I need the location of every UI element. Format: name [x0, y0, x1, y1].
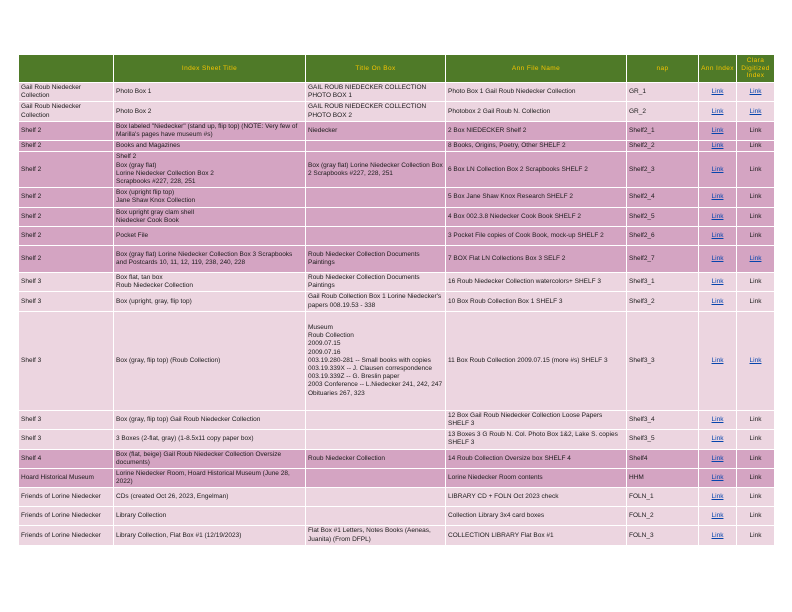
- clara-index-link: Link: [749, 435, 762, 443]
- ann-file-name-cell: 5 Box Jane Shaw Knox Research SHELF 2: [446, 188, 627, 207]
- table-row: [19, 273, 775, 292]
- table-row: [19, 102, 775, 121]
- ann-index-link[interactable]: Link: [711, 142, 724, 150]
- source-cell: Shelf 3: [19, 311, 114, 410]
- ann-file-name-cell: Lorine Niedecker Room contents: [446, 469, 627, 488]
- ann-index-link[interactable]: Link: [711, 474, 724, 482]
- ann-index-cell: [699, 102, 737, 121]
- clara-index-link[interactable]: Link: [749, 356, 762, 364]
- ann-file-name-cell: 8 Books, Origins, Poetry, Other SHELF 2: [446, 141, 627, 152]
- clara-index-cell: [737, 311, 775, 410]
- ann-index-cell: [699, 188, 737, 207]
- ann-index-link[interactable]: Link: [711, 231, 724, 239]
- clara-index-cell: [737, 246, 775, 273]
- clara-index-link[interactable]: Link: [749, 254, 762, 262]
- ann-file-name-cell: 12 Box Gail Roub Niedecker Collection Loose Papers SHELF 3: [446, 410, 627, 429]
- title-on-box-cell: GAIL ROUB NIEDECKER COLLECTION PHOTO BOX 2: [306, 102, 446, 121]
- nap-cell: Shelf3_3: [627, 311, 699, 410]
- nap-cell: Shelf2_5: [627, 207, 699, 226]
- ann-index-cell: [699, 430, 737, 449]
- clara-index-cell: [737, 410, 775, 429]
- clara-index-cell: [737, 83, 775, 102]
- ann-index-cell: [699, 410, 737, 429]
- index-sheet-title-cell: Box flat, tan box Roub Niedecker Collection: [114, 273, 306, 292]
- clara-index-link: Link: [749, 474, 762, 482]
- ann-index-link[interactable]: Link: [711, 297, 724, 305]
- title-on-box-cell: Roub Niedecker Collection Documents Paintings: [306, 273, 446, 292]
- nap-cell: Shelf3_4: [627, 410, 699, 429]
- source-cell: Shelf 2: [19, 207, 114, 226]
- nap-cell: Shelf3_2: [627, 292, 699, 311]
- ann-file-name-cell: 6 Box LN Collection Box 2 Scrapbooks SHELF 2: [446, 152, 627, 188]
- nap-cell: Shelf2_6: [627, 227, 699, 246]
- source-cell: Shelf 2: [19, 121, 114, 140]
- nap-cell: Shelf2_2: [627, 141, 699, 152]
- table-row: [19, 121, 775, 140]
- ann-file-name-cell: 7 BOX Flat LN Collections Box 3 SELF 2: [446, 246, 627, 273]
- ann-index-link[interactable]: Link: [711, 512, 724, 520]
- ann-file-name-cell: 4 Box 002.3.8 Niedecker Cook Book SHELF 2: [446, 207, 627, 226]
- title-on-box-cell: Roub Niedecker Collection Documents Paintings: [306, 246, 446, 273]
- table-row: [19, 488, 775, 507]
- ann-file-name-cell: COLLECTION LIBRARY Flat Box #1: [446, 526, 627, 545]
- index-sheet-title-cell: Books and Magazines: [114, 141, 306, 152]
- clara-index-cell: [737, 152, 775, 188]
- index-sheet-title-cell: Box (gray, flip top) Gail Roub Niedecker Collection: [114, 410, 306, 429]
- ann-index-link[interactable]: Link: [711, 435, 724, 443]
- source-cell: Shelf 3: [19, 292, 114, 311]
- index-sheet-title-cell: Box (upright flip top) Jane Shaw Knox Collection: [114, 188, 306, 207]
- table-row: [19, 449, 775, 468]
- source-cell: Gail Roub Niedecker Collection: [19, 83, 114, 102]
- clara-index-cell: [737, 227, 775, 246]
- nap-cell: FOLN_3: [627, 526, 699, 545]
- title-on-box-cell: [306, 410, 446, 429]
- ann-index-cell: [699, 152, 737, 188]
- table-row: [19, 469, 775, 488]
- ann-index-link[interactable]: Link: [711, 356, 724, 364]
- index-sheet-title-cell: Box (upright, gray, flip top): [114, 292, 306, 311]
- title-on-box-cell: Museum Roub Collection 2009.07.15 2009.07.16 003.19.280-281 -- Small books with copies 003.19.339X -- J. Clausen correspondence 003.19.339Z -- G. Breslin paper 2003 Conference -- L.Niedecker 241, 242, 247 Obituaries 267, 323: [306, 311, 446, 410]
- index-sheet-title-cell: Box (gray, flip top) (Roub Collection): [114, 311, 306, 410]
- header-row: [19, 55, 775, 83]
- index-table: [18, 54, 775, 546]
- title-on-box-cell: [306, 469, 446, 488]
- clara-index-link[interactable]: Link: [749, 88, 762, 96]
- table-row: [19, 207, 775, 226]
- clara-index-link: Link: [749, 193, 762, 201]
- clara-index-link: Link: [749, 278, 762, 286]
- clara-index-link: Link: [749, 493, 762, 501]
- ann-index-cell: [699, 311, 737, 410]
- index-sheet-title-cell: Pocket File: [114, 227, 306, 246]
- ann-index-cell: [699, 227, 737, 246]
- ann-index-cell: [699, 507, 737, 526]
- table-row: [19, 526, 775, 545]
- title-on-box-cell: [306, 227, 446, 246]
- clara-index-link: Link: [749, 512, 762, 520]
- ann-index-link[interactable]: Link: [711, 88, 724, 96]
- clara-index-cell: [737, 141, 775, 152]
- title-on-box-cell: Box (gray flat) Lorine Niedecker Collection Box 2 Scrapbooks #227, 228, 251: [306, 152, 446, 188]
- table-row: [19, 410, 775, 429]
- clara-index-cell: [737, 507, 775, 526]
- index-sheet-title-cell: Box (flat, beige) Gail Roub Niedecker Collection Oversize documents): [114, 449, 306, 468]
- source-cell: Shelf 2: [19, 152, 114, 188]
- source-cell: Gail Roub Niedecker Collection: [19, 102, 114, 121]
- nap-cell: GR_1: [627, 83, 699, 102]
- table-row: [19, 430, 775, 449]
- source-cell: Shelf 3: [19, 410, 114, 429]
- table-row: [19, 507, 775, 526]
- title-on-box-cell: [306, 430, 446, 449]
- clara-index-cell: [737, 121, 775, 140]
- ann-index-cell: [699, 141, 737, 152]
- ann-index-link[interactable]: Link: [711, 165, 724, 173]
- source-cell: Shelf 2: [19, 188, 114, 207]
- nap-cell: GR_2: [627, 102, 699, 121]
- nap-cell: FOLN_1: [627, 488, 699, 507]
- index-sheet-title-cell: Library Collection, Flat Box #1 (12/19/2023): [114, 526, 306, 545]
- ann-index-link[interactable]: Link: [711, 212, 724, 220]
- clara-index-cell: [737, 292, 775, 311]
- ann-index-cell: [699, 488, 737, 507]
- header-ann-file-name: Ann File Name: [446, 55, 627, 83]
- table-row: [19, 311, 775, 410]
- ann-index-link[interactable]: Link: [711, 107, 724, 115]
- clara-index-link: Link: [749, 231, 762, 239]
- source-cell: Shelf 2: [19, 227, 114, 246]
- table-row: [19, 227, 775, 246]
- source-cell: Shelf 2: [19, 246, 114, 273]
- index-sheet-title-cell: Lorine Niedecker Room, Hoard Historical Museum (June 28, 2022): [114, 469, 306, 488]
- header-clara-digitized-index: Clara Digitized Index: [737, 55, 775, 83]
- index-sheet-title-cell: Box (gray flat) Lorine Niedecker Collection Box 3 Scrapbooks and Postcards 10, 11, 12, 119, 238, 240, 228: [114, 246, 306, 273]
- clara-index-cell: [737, 488, 775, 507]
- title-on-box-cell: [306, 207, 446, 226]
- source-cell: Shelf 3: [19, 273, 114, 292]
- ann-index-cell: [699, 121, 737, 140]
- ann-index-cell: [699, 207, 737, 226]
- clara-index-cell: [737, 469, 775, 488]
- ann-file-name-cell: 3 Pocket File copies of Cook Book, mock-up SHELF 2: [446, 227, 627, 246]
- ann-index-link[interactable]: Link: [711, 278, 724, 286]
- ann-index-link[interactable]: Link: [711, 493, 724, 501]
- ann-index-cell: [699, 292, 737, 311]
- table-row: [19, 141, 775, 152]
- title-on-box-cell: [306, 488, 446, 507]
- index-sheet-title-cell: Photo Box 2: [114, 102, 306, 121]
- index-sheet-title-cell: Photo Box 1: [114, 83, 306, 102]
- table-row: [19, 246, 775, 273]
- title-on-box-cell: Gail Roub Collection Box 1 Lorine Niedecker's papers 008.19.53 - 338: [306, 292, 446, 311]
- nap-cell: Shelf2_3: [627, 152, 699, 188]
- ann-file-name-cell: 2 Box NIEDECKER Shelf 2: [446, 121, 627, 140]
- clara-index-cell: [737, 207, 775, 226]
- header-index-sheet-title: Index Sheet Title: [114, 55, 306, 83]
- nap-cell: Shelf2_4: [627, 188, 699, 207]
- ann-file-name-cell: Collection Library 3x4 card boxes: [446, 507, 627, 526]
- clara-index-link: Link: [749, 126, 762, 134]
- ann-index-link[interactable]: Link: [711, 415, 724, 423]
- index-sheet-title-cell: Library Collection: [114, 507, 306, 526]
- clara-index-cell: [737, 273, 775, 292]
- clara-index-cell: [737, 188, 775, 207]
- source-cell: Shelf 4: [19, 449, 114, 468]
- ann-file-name-cell: 11 Box Roub Collection 2009.07.15 (more #s) SHELF 3: [446, 311, 627, 410]
- source-cell: Friends of Lorine Niedecker: [19, 507, 114, 526]
- clara-index-link: Link: [749, 297, 762, 305]
- ann-file-name-cell: Photo Box 1 Gail Roub Niedecker Collection: [446, 83, 627, 102]
- clara-index-link: Link: [749, 454, 762, 462]
- header-nap: nap: [627, 55, 699, 83]
- title-on-box-cell: [306, 141, 446, 152]
- nap-cell: Shelf3_1: [627, 273, 699, 292]
- clara-index-cell: [737, 449, 775, 468]
- nap-cell: Shelf3_5: [627, 430, 699, 449]
- clara-index-cell: [737, 526, 775, 545]
- clara-index-cell: [737, 430, 775, 449]
- clara-index-link: Link: [749, 415, 762, 423]
- source-cell: Shelf 2: [19, 141, 114, 152]
- ann-file-name-cell: LIBRARY CD + FOLN Oct 2023 check: [446, 488, 627, 507]
- ann-index-link[interactable]: Link: [711, 193, 724, 201]
- clara-index-link: Link: [749, 212, 762, 220]
- header-title-on-box: Title On Box: [306, 55, 446, 83]
- ann-index-cell: [699, 469, 737, 488]
- table-row: [19, 83, 775, 102]
- source-cell: Friends of Lorine Niedecker: [19, 488, 114, 507]
- ann-file-name-cell: 16 Roub Niedecker Collection watercolors+ SHELF 3: [446, 273, 627, 292]
- source-cell: Shelf 3: [19, 430, 114, 449]
- table-row: [19, 188, 775, 207]
- table-row: [19, 292, 775, 311]
- ann-file-name-cell: Photobox 2 Gail Roub N. Collection: [446, 102, 627, 121]
- source-cell: Hoard Historical Museum: [19, 469, 114, 488]
- title-on-box-cell: Niedecker: [306, 121, 446, 140]
- ann-index-link[interactable]: Link: [711, 531, 724, 539]
- ann-index-cell: [699, 273, 737, 292]
- index-sheet-title-cell: Box upright gray clam shell Niedecker Cook Book: [114, 207, 306, 226]
- ann-index-cell: [699, 246, 737, 273]
- header-col-source: [19, 55, 114, 83]
- header-ann-index: Ann Index: [699, 55, 737, 83]
- title-on-box-cell: Flat Box #1 Letters, Notes Books (Aeneas, Juanita) (From DFPL): [306, 526, 446, 545]
- ann-index-cell: [699, 526, 737, 545]
- ann-index-link[interactable]: Link: [711, 454, 724, 462]
- clara-index-link: Link: [749, 142, 762, 150]
- clara-index-cell: [737, 102, 775, 121]
- index-sheet-title-cell: 3 Boxes (2-flat, gray) (1-8.5x11 copy paper box): [114, 430, 306, 449]
- nap-cell: Shelf2_7: [627, 246, 699, 273]
- ann-file-name-cell: 14 Roub Collection Oversize box SHELF 4: [446, 449, 627, 468]
- title-on-box-cell: [306, 507, 446, 526]
- nap-cell: Shelf4: [627, 449, 699, 468]
- nap-cell: FOLN_2: [627, 507, 699, 526]
- title-on-box-cell: GAIL ROUB NIEDECKER COLLECTION PHOTO BOX 1: [306, 83, 446, 102]
- ann-index-link[interactable]: Link: [711, 126, 724, 134]
- ann-file-name-cell: 13 Boxes 3 G Roub N. Col. Photo Box 1&2, Lake S. copies SHELF 3: [446, 430, 627, 449]
- index-sheet-title-cell: Shelf 2 Box (gray flat) Lorine Niedecker Collection Box 2 Scrapbooks #227, 228, 251: [114, 152, 306, 188]
- ann-index-link[interactable]: Link: [711, 254, 724, 262]
- ann-index-cell: [699, 83, 737, 102]
- nap-cell: Shelf2_1: [627, 121, 699, 140]
- clara-index-link: Link: [749, 531, 762, 539]
- nap-cell: HHM: [627, 469, 699, 488]
- table-row: [19, 152, 775, 188]
- index-sheet-title-cell: Box labeled "Niedecker" (stand up, flip top) (NOTE: Very few of Marilla's pages have museum #s): [114, 121, 306, 140]
- title-on-box-cell: [306, 188, 446, 207]
- index-sheet-title-cell: CDs (created Oct 26, 2023, Engelman): [114, 488, 306, 507]
- clara-index-link[interactable]: Link: [749, 107, 762, 115]
- title-on-box-cell: Roub Niedecker Collection: [306, 449, 446, 468]
- source-cell: Friends of Lorine Niedecker: [19, 526, 114, 545]
- ann-index-cell: [699, 449, 737, 468]
- clara-index-link: Link: [749, 165, 762, 173]
- ann-file-name-cell: 10 Box Roub Collection Box 1 SHELF 3: [446, 292, 627, 311]
